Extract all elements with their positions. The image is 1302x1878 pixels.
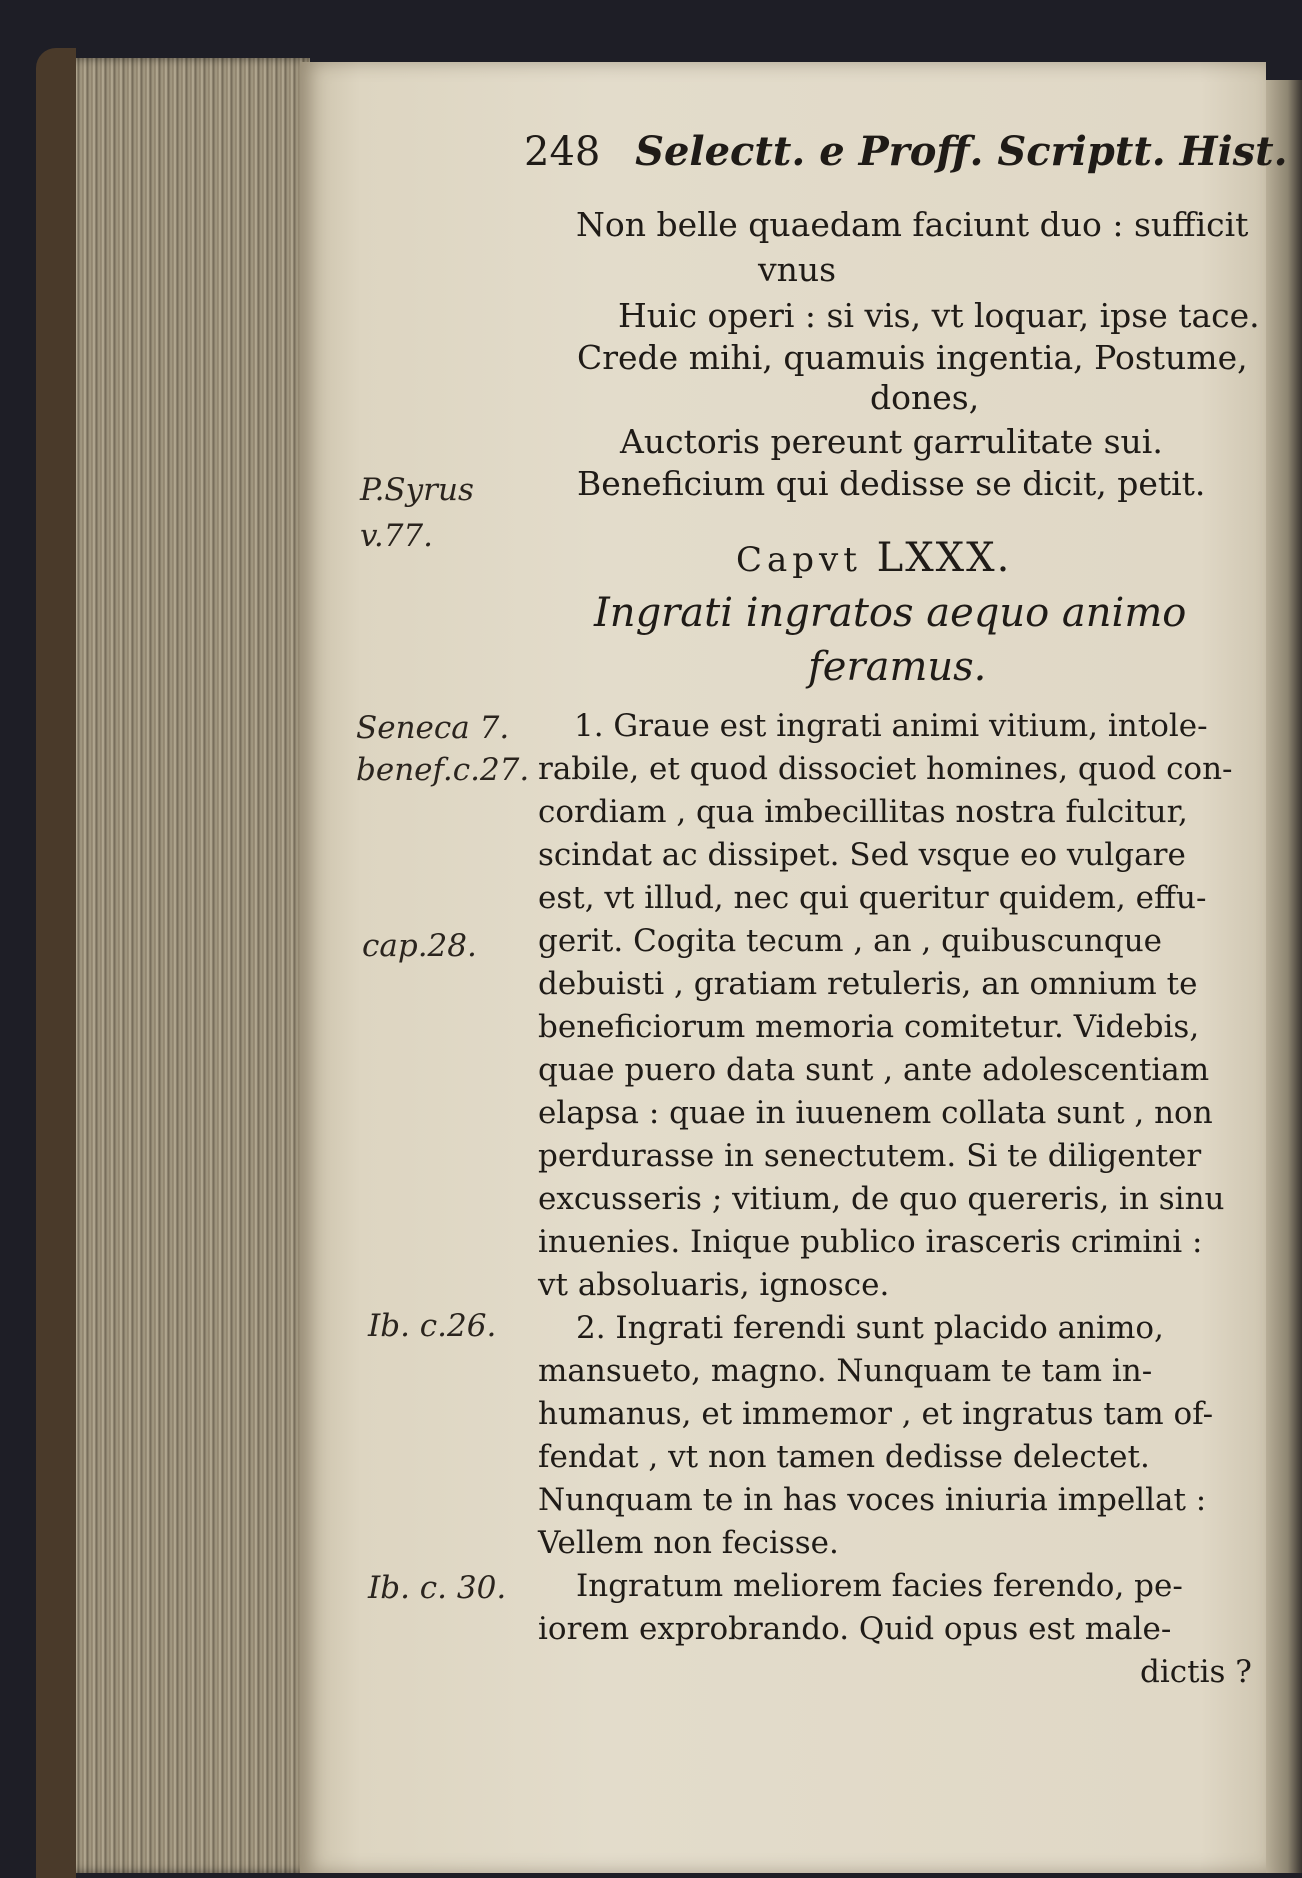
body-line: vt absoluaris, ignosce. <box>538 1267 890 1303</box>
body-line: gerit. Cogita tecum , an , quibuscunque <box>538 923 1163 959</box>
body-line: fendat , vt non tamen dedisse delectet. <box>538 1439 1150 1475</box>
body-line: Vellem non fecisse. <box>538 1525 839 1561</box>
page-right-edge <box>1266 80 1302 1873</box>
caput-label: Capvt <box>736 540 862 580</box>
body-line: quae puero data sunt , ante adolescentiam <box>538 1052 1210 1088</box>
body-line: debuisti , gratiam retuleris, an omnium te <box>538 966 1198 1002</box>
running-title: Selectt. e Proff. Scriptt. Hist. <box>635 128 1288 175</box>
book-page-edges <box>42 58 310 1873</box>
chapter-number: LXXX. <box>876 535 1012 581</box>
margin-note: cap.28. <box>362 928 477 964</box>
body-line: 2. Ingrati ferendi sunt placido animo, <box>576 1310 1164 1346</box>
verse-line: Crede mihi, quamuis ingentia, Postume, <box>577 338 1248 377</box>
margin-note: P.Syrus <box>360 472 474 508</box>
body-line: excusseris ; vitium, de quo quereris, in sinu <box>538 1181 1225 1217</box>
verse-line: Huic operi : si vis, vt loquar, ipse tace. <box>618 296 1260 335</box>
verse-line: dones, <box>870 378 980 417</box>
page-number: 248 <box>524 129 601 175</box>
margin-note: Ib. c. 30. <box>368 1570 507 1606</box>
running-head <box>524 128 1288 175</box>
body-line: rabile, et quod dissociet homines, quod con- <box>538 751 1233 787</box>
verse-line: Auctoris pereunt garrulitate sui. <box>620 422 1163 461</box>
margin-note: Ib. c.26. <box>368 1308 497 1344</box>
margin-note: benef.c.27. <box>356 752 530 788</box>
body-line: inuenies. Inique publico irasceris crimini : <box>538 1224 1203 1260</box>
body-line: est, vt illud, nec qui queritur quidem, effu- <box>538 880 1207 916</box>
margin-note: v.77. <box>360 518 433 554</box>
body-line: humanus, et immemor , et ingratus tam of- <box>538 1396 1214 1432</box>
chapter-title-line: Ingrati ingratos aequo animo <box>594 590 1187 636</box>
body-line: Nunquam te in has voces iniuria impellat : <box>538 1482 1207 1518</box>
verse-line: Beneficium qui dedisse se dicit, petit. <box>577 464 1206 503</box>
body-line: perdurasse in senectutem. Si te diligenter <box>538 1138 1202 1174</box>
chapter-title-line: feramus. <box>808 644 987 690</box>
verse-line: vnus <box>758 250 837 289</box>
body-line: dictis ? <box>1140 1654 1252 1690</box>
margin-note: Seneca 7. <box>356 710 510 746</box>
body-line: iorem exprobrando. Quid opus est male- <box>538 1611 1172 1647</box>
verse-line: Non belle quaedam faciunt duo : sufficit <box>576 205 1249 244</box>
body-line: beneficiorum memoria comitetur. Videbis, <box>538 1009 1200 1045</box>
body-line: mansueto, magno. Nunquam te tam in- <box>538 1353 1153 1389</box>
body-line: cordiam , qua imbecillitas nostra fulcitur, <box>538 794 1188 830</box>
chapter-heading <box>736 535 1011 581</box>
body-line: 1. Graue est ingrati animi vitium, intole- <box>574 708 1208 744</box>
body-line: elapsa : quae in iuuenem collata sunt , non <box>538 1095 1213 1131</box>
body-line: Ingratum meliorem facies ferendo, pe- <box>576 1568 1183 1604</box>
body-line: scindat ac dissipet. Sed vsque eo vulgare <box>538 837 1186 873</box>
